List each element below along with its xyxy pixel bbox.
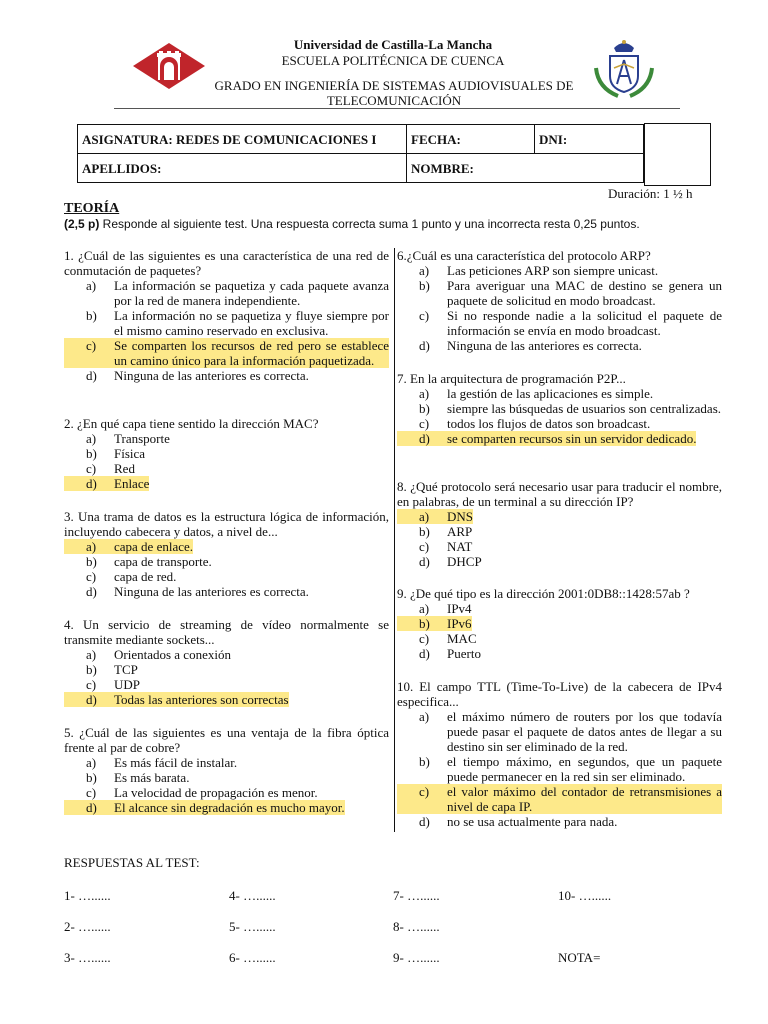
question-5 [64, 725, 389, 815]
question-8 [397, 479, 722, 569]
duration: Duración: 1 ½ h [608, 186, 693, 201]
answer-7[interactable]: 7- …...... [393, 888, 440, 903]
option-6b[interactable]: b) Para averiguar una MAC de destino se genera un paquete de solicitud en modo broadcast. [419, 278, 722, 308]
grade-label[interactable]: NOTA= [558, 950, 601, 965]
school-name: ESCUELA POLITÉCNICA DE CUENCA [281, 53, 505, 68]
option-8b[interactable]: b) ARP [419, 524, 473, 539]
question-text: 4. Un servicio de streaming de vídeo normalmente se transmite mediante sockets... [64, 617, 389, 647]
option-10b[interactable]: b) el tiempo máximo, en segundos, que un paquete puede permanecer en la red sin ser eliminado. [419, 754, 722, 784]
option-10c[interactable]: c) el valor máximo del contador de retransmisiones a nivel de capa IP. [397, 784, 722, 814]
option-5b[interactable]: b) Es más barata. [86, 770, 190, 785]
question-4 [64, 617, 389, 707]
option-4c[interactable]: c) UDP [86, 677, 141, 692]
option-2b[interactable]: b) Física [86, 446, 146, 461]
name-field[interactable]: NOMBRE: [407, 154, 644, 183]
question-text: 10. El campo TTL (Time-To-Live) de la cabecera de IPv4 especifica... [397, 679, 722, 709]
question-text: 2. ¿En qué capa tiene sentido la dirección MAC? [64, 416, 319, 431]
uclm-logo-icon [132, 42, 206, 90]
university-name: Universidad de Castilla-La Mancha [293, 37, 493, 52]
answer-8[interactable]: 8- …...... [393, 919, 440, 934]
option-7c[interactable]: c) todos los flujos de datos son broadcast. [419, 416, 651, 431]
option-4a[interactable]: a) Orientados a conexión [86, 647, 231, 662]
answer-6[interactable]: 6- …...... [229, 950, 276, 965]
answer-9[interactable]: 9- …...... [393, 950, 440, 965]
option-2d[interactable]: d) Enlace [64, 476, 389, 491]
option-9b[interactable]: b) IPv6 [397, 616, 722, 631]
option-7b[interactable]: b) siempre las búsquedas de usuarios son centralizadas. [419, 401, 722, 416]
question-text: 8. ¿Qué protocolo será necesario usar para traducir el nombre, en palabras, de un terminal a su dirección IP? [397, 479, 722, 509]
option-9d[interactable]: d) Puerto [419, 646, 481, 661]
question-6 [397, 248, 722, 353]
option-8d[interactable]: d) DHCP [419, 554, 482, 569]
question-text: 7. En la arquitectura de programación P2P... [397, 371, 626, 386]
option-8a[interactable]: a) DNS [397, 509, 722, 524]
option-9c[interactable]: c) MAC [419, 631, 477, 646]
degree-line-2: TELECOMUNICACIÓN [326, 93, 462, 108]
column-divider [394, 248, 395, 832]
option-5c[interactable]: c) La velocidad de propagación es menor. [86, 785, 318, 800]
option-3c[interactable]: c) capa de red. [86, 569, 177, 584]
surname-field[interactable]: APELLIDOS: [78, 154, 407, 183]
question-text: 6.¿Cuál es una característica del protocolo ARP? [397, 248, 651, 263]
uclm-logo [132, 42, 206, 90]
option-4b[interactable]: b) TCP [86, 662, 138, 677]
option-2c[interactable]: c) Red [86, 461, 135, 476]
option-4d[interactable]: d) Todas las anteriores son correctas [64, 692, 389, 707]
option-6a[interactable]: a) Las peticiones ARP son siempre unicast. [419, 263, 659, 278]
student-info-table [77, 124, 644, 183]
option-2a[interactable]: a) Transporte [86, 431, 170, 446]
question-text: 9. ¿De qué tipo es la dirección 2001:0DB8::1428:57ab ? [397, 586, 690, 601]
option-7d[interactable]: d) se comparten recursos sin un servidor dedicado. [397, 431, 722, 446]
subject-cell: ASIGNATURA: REDES DE COMUNICACIONES I [78, 125, 407, 154]
option-5d[interactable]: d) El alcance sin degradación es mucho mayor. [64, 800, 389, 815]
section-title: TEORÍA [64, 201, 120, 216]
question-10 [397, 679, 722, 829]
option-8c[interactable]: c) NAT [419, 539, 473, 554]
question-9 [397, 586, 722, 661]
option-3a[interactable]: a) capa de enlace. [64, 539, 389, 554]
instructions-text: Responde al siguiente test. Una respuesta correcta suma 1 punto y una incorrecta resta 0,25 puntos. [99, 217, 640, 231]
date-field[interactable]: FECHA: [407, 125, 535, 154]
option-3d[interactable]: d) Ninguna de las anteriores es correcta. [86, 584, 309, 599]
answer-10[interactable]: 10- …...... [558, 888, 612, 903]
option-6c[interactable]: c) Si no responde nadie a la solicitud el paquete de información se envía en modo broadcast. [419, 308, 722, 338]
question-text: 3. Una trama de datos es la estructura lógica de información, incluyendo cabecera y datos, a nivel de... [64, 509, 389, 539]
option-9a[interactable]: a) IPv4 [419, 601, 472, 616]
option-1c[interactable]: c) Se comparten los recursos de red pero se establece un camino único para la información paquetizada. [64, 338, 389, 368]
option-5a[interactable]: a) Es más fácil de instalar. [86, 755, 238, 770]
option-7a[interactable]: a) la gestión de las aplicaciones es simple. [419, 386, 654, 401]
question-text: 1. ¿Cuál de las siguientes es una característica de una red de conmutación de paquetes? [64, 248, 389, 278]
points-label: (2,5 p) [64, 217, 100, 231]
option-1b[interactable]: b) La información no se paquetiza y fluye siempre por el mismo camino reservado en exclusiva. [86, 308, 389, 338]
dni-field[interactable]: DNI: [535, 125, 644, 154]
degree-line-1: GRADO EN INGENIERÍA DE SISTEMAS AUDIOVISUALES DE [214, 78, 574, 93]
header-divider [114, 108, 680, 109]
option-3b[interactable]: b) capa de transporte. [86, 554, 212, 569]
option-10a[interactable]: a) el máximo número de routers por los que todavía puede pasar el paquete de datos antes de llegar a su destino sin ser eliminado de la red. [419, 709, 722, 754]
question-7 [397, 371, 722, 446]
option-6d[interactable]: d) Ninguna de las anteriores es correcta. [419, 338, 642, 353]
question-2 [64, 416, 389, 491]
crest-icon [588, 38, 660, 102]
question-1 [64, 248, 389, 383]
answer-5[interactable]: 5- …...... [229, 919, 276, 934]
answer-3[interactable]: 3- …...... [64, 950, 111, 965]
question-text: 5. ¿Cuál de las siguientes es una ventaja de la fibra óptica frente al par de cobre? [64, 725, 389, 755]
option-10d[interactable]: d) no se usa actualmente para nada. [419, 814, 618, 829]
grade-box[interactable] [644, 123, 711, 186]
answers-title: RESPUESTAS AL TEST: [64, 855, 200, 870]
school-crest [588, 38, 660, 102]
option-1d[interactable]: d) Ninguna de las anteriores es correcta. [86, 368, 309, 383]
answer-4[interactable]: 4- …...... [229, 888, 276, 903]
option-1a[interactable]: a) La información se paquetiza y cada paquete avanza por la red de manera independiente. [86, 278, 389, 308]
question-3 [64, 509, 389, 599]
answer-1[interactable]: 1- …...... [64, 888, 111, 903]
instructions [64, 217, 704, 232]
answer-2[interactable]: 2- …...... [64, 919, 111, 934]
